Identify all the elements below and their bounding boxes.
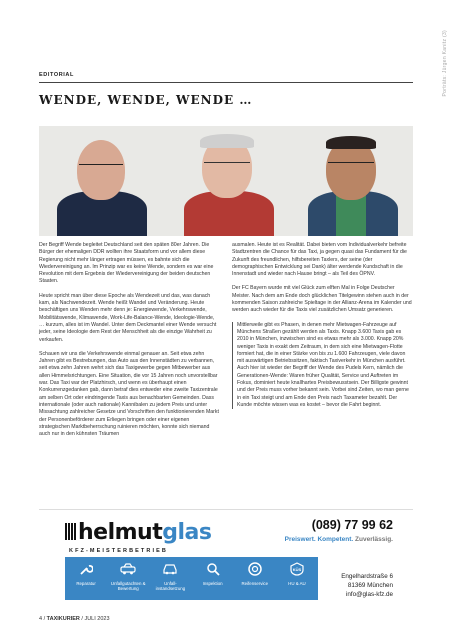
kus-badge-icon [289,561,305,577]
divider [39,82,413,83]
phone-number[interactable]: (089) 77 99 62 [311,518,393,532]
portrait-photo-1 [39,126,164,236]
email-link[interactable]: info@glas-kfz.de [346,591,393,598]
tire-icon [247,561,263,577]
photo-credit: Porträts: Jürgen Kanitz (3) [442,30,448,97]
service-item [149,557,191,600]
page-number: 4 [39,616,43,622]
car-damage-icon [120,561,136,577]
paragraph: ausmalen. Heute ist es Realität. Dabei bieten vom Individualverkehr befreite Stadtzentren die Chance für das Taxi, ja gegen quasi das Fundament für die Zukunft des freundlichen, hilfsbereiten Taxlers, der seine (der demographischen Entwicklung sei Dank) älter werdende Kundschaft in die Innenstadt und wieder nach Hause bringt – als Teil des ÖPNV. [232,242,407,278]
magazine-name: TAXIKURIER [46,616,80,622]
brand-logo [65,520,211,545]
service-label: Reifenservice [241,581,269,586]
article-column-right [232,242,412,416]
car-repair-icon [162,561,178,577]
service-item [107,557,149,600]
paragraph: Der FC Bayern wurde mit viel Glück zum elften Mal in Folge Deutscher Meister. Nach dem am Ende doch glücklichen Titelgewinn stehen auch in der kommenden Saison zahlreiche Spieltage in der Allianz-Arena im Kalender und werden auch wieder für die Taxis viel zusätzlichen Umsatz generieren. [232,285,412,314]
wrench-icon [78,561,94,577]
portrait-photo-2 [164,126,289,236]
magnifier-icon [205,561,221,577]
tagline-blue: Preiswert. Kompetent. [284,536,354,543]
logo-bars-icon [65,523,76,540]
service-label: Reparatur [76,581,96,586]
paragraph: Heute spricht man über diese Epoche als Wendezeit und das, was danach kam, als Nachwendezeit. Wende heißt Wandel und Veränderung. Heute beschäftigen uns Wenden mehr denn je: Energiewende, Verkehrswende, Mobilitätswende, Klimawende, Work-Life-Balance-Wende, Ideologie-Wende, … kurzum, alles ist im Wandel. Unter dem Deckmantel einer Wende versucht jeder, seine Ideologie dem Rest der Menschheit als die einzige Wahrheit zu verkaufen. [39,292,217,343]
portrait-row [39,126,413,236]
advertisement[interactable] [39,509,413,603]
issue-date: / JULI 2023 [81,616,110,622]
tagline [285,536,393,543]
tagline-rest: Zuverlässig. [353,536,393,543]
article-column-left [39,242,219,445]
paragraph: Schauen wir uns die Verkehrswende einmal genauer an. Seit etwa zehn Jahren gibt es Bestrebungen, das Auto aus den Innenstädten zu verbannen, seit etwa zehn Jahren wehrt sich das Taxigewerbe gegen Mitbewerber aus allen Himmelsrichtungen. Eine Situation, die vor 15 Jahren noch unvorstellbar war. Das Taxi war der Platzhirsch, und wenn es überhaupt einen Konkurrenzgedanken gab, dann betraf dies entweder eine zweite Taxizentrale am selben Ort oder eindringende Taxis aus benachbarten Gemeinden. Dass internationale (oder auch nationale) Kannibalen zu jedem Preis und unter Missachtung zahlreicher Gesetze und Vorschriften den funktionierenden Markt der Personenbeförderer zum Erliegen bringen oder einer eigenen strategischen Marktbeherrschung ruinieren möchten, konnte sich niemand auch nur in den kühnsten Träumen [39,350,219,438]
services-bar [65,557,318,600]
logo-accent-text: glas [162,520,212,545]
service-label: Unfall-instandsetzung [155,581,186,591]
paragraph: Der Begriff Wende begleitet Deutschland seit den späten 80er Jahren. Die Bürger der ehemaligen DDR wollten ihre Staatsform und vor allem diese Regierung nicht mehr länger ertragen müssen, es bahnte sich die Wiedervereinigung an. Im Prinzip war es keine Wende, sondern es war eine Revolution mit dem Ergebnis der Wiedervereinigung der beiden deutschen Staaten. [39,242,214,285]
portrait-photo-3 [288,126,413,236]
highlight-paragraph: Mittlerweile gibt es Phasen, in denen mehr Mietwagen-Fahrzeuge auf Münchens Straßen gezählt werden als Taxis. Knapp 3.600 Taxis gab es 2010 in München, inzwischen sind es etwas mehr als 3.000. Knapp 20% weniger Taxis in exakt dem Zeitraum, in dem sich eine Mietwagen-Flotte formiert hat, die in einer Stärke von bis zu 1.600 Fahrzeugen, viele davon mit auswärtigen Betriebssitzen, faktisch Taxiverkehr in München ausführt. Auch hier ist wieder der Begriff der Wende des Pudels Kern, nämlich die Generationen-Wende: Waren früher Qualität, Service und Auftreten im Fokus, dominiert heute knallhartes Preisbewusstsein. Der Billigste gewinnt und der Preis muss vorher bekannt sein. Vorbei sind Zeiten, wo man gerne in ein Taxi steigt und am Ende den Preis nach Taxameter bezahlt. Der Kunde möchte wissen was es kostet – bevor die Fahrt beginnt. [232,322,412,410]
svg-text:KÜS: KÜS [292,567,302,572]
service-item [65,557,107,600]
logo-subtitle: KFZ-MEISTERBETRIEB [69,548,168,554]
service-item [276,557,318,600]
city: 81369 München [347,582,393,589]
service-item [234,557,276,600]
page-footer: 4 / TAXIKURIER / JULI 2023 [39,616,110,622]
street: Engelhardstraße 6 [341,573,393,580]
section-label: EDITORIAL [39,72,74,78]
service-label: HU & AU [288,581,306,586]
service-label: Unfallgutachten & Bewertung [110,581,146,591]
page-title: WENDE, WENDE, WENDE … [39,93,253,107]
logo-text: helmut [78,520,163,545]
service-item [192,557,234,600]
address-block [341,572,393,599]
service-label: Inspektion [202,581,223,586]
